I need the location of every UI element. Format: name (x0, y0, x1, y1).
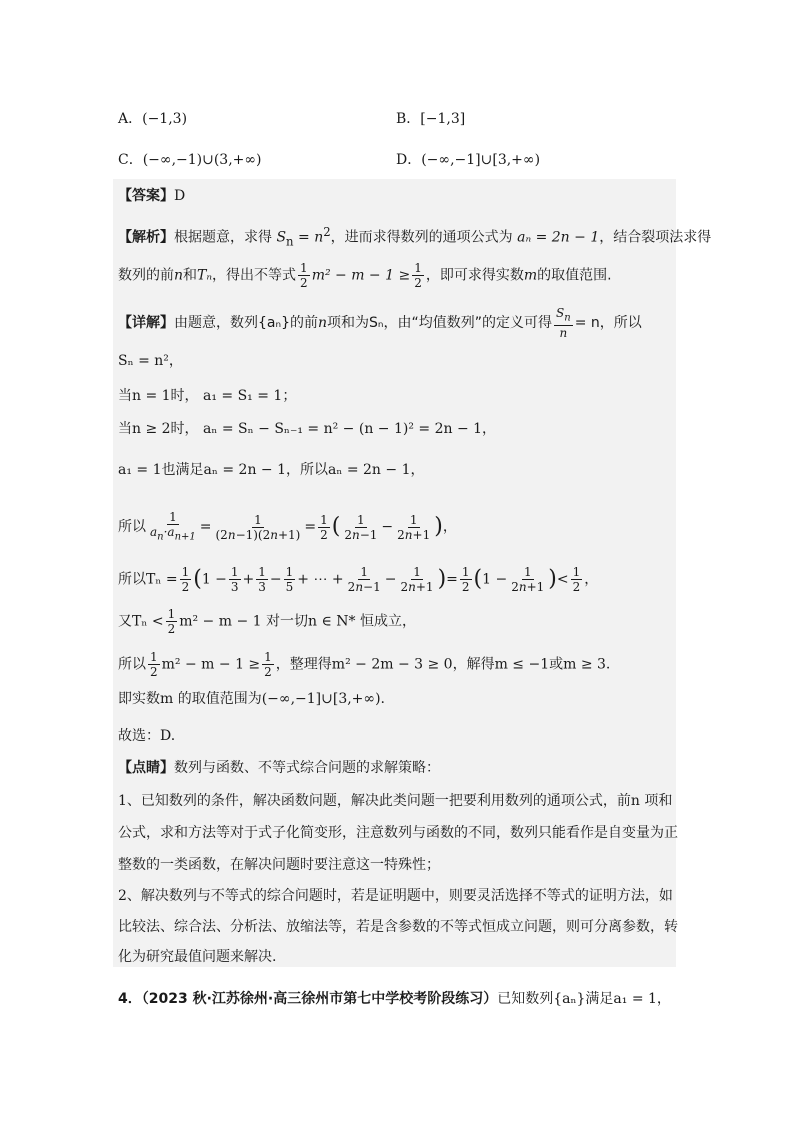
question-4: 4．（2023 秋·江苏徐州·高三徐州市第七中学校考阶段练习）已知数列{aₙ}满足a₁ = 1， (118, 991, 671, 1007)
detail-line-1: 【详解】由题意，数列{aₙ}的前n项和为Sₙ，由“均值数列”的定义可得 $\frac{S_n}{n}$ = n，所以 (118, 306, 642, 341)
detail-line-9: 所以 $\frac{1}{2}$ m² − m − 1 ≥ $\frac{1}{2}$ ，整理得m² − 2m − 3 ≥ 0，解得m ≤ −1或m ≥ 3. (118, 650, 611, 679)
answer-line: 【答案】D (118, 188, 186, 204)
option-a: A．(−1,3) (118, 111, 188, 127)
option-d: D．(−∞,−1]∪[3,+∞) (396, 152, 541, 168)
detail-line-5: a₁ = 1也满足aₙ = 2n − 1，所以aₙ = 2n − 1， (118, 462, 425, 478)
detail-line-4: 当n ≥ 2时， aₙ = Sₙ − Sₙ₋₁ = n² − (n − 1)² = 2n − 1， (118, 421, 497, 437)
analysis-line-2: 数列的前n和Tₙ，得出不等式 $\frac{1}{2}$ m² − m − 1 ≥ $\frac{1}{2}$ ，即可求得实数m的取值范围. (118, 261, 612, 290)
analysis-line-1: 【解析】根据题意，求得 $S_n = n^2$，进而求得数列的通项公式为 aₙ = 2n − 1，结合裂项法求得 (118, 225, 712, 249)
fraction-half: $\frac{1}{2}$ (414, 261, 422, 290)
detail-line-3: 当n = 1时， a₁ = S₁ = 1； (118, 388, 297, 404)
tip-p2-line-3: 化为研究最值问题来解决. (118, 949, 277, 965)
tip-p1-line-2: 公式，求和方法等对于式子化简变形，注意数列与函数的不同，数列只能看作是自变量为正 (118, 825, 678, 841)
tip-title: 【点睛】数列与函数、不等式综合问题的求解策略： (118, 760, 440, 776)
detail-line-2: Sₙ = n²， (118, 353, 183, 369)
detail-line-7: 所以Tₙ = $\frac{1}{2}$ (1 − $\frac{1}{3}$ + $\frac{1}{3}$ − $\frac{1}{5}$ + ⋯ + $\frac{1}{2n-1}$ − $\frac{1}{2n+1}$ )= $\frac{1}{2}$ (1 − $\frac{1}{2n+1}$ )< $\frac{1}{2}$ ， (118, 565, 599, 594)
tip-p1-line-3: 整数的一类函数，在解决问题时要注意这一特殊性； (118, 857, 440, 873)
option-b: B．[−1,3] (396, 111, 466, 127)
detail-line-6: 所以 $\frac{1}{a_n\cdot a_{n+1}}$ = $\frac{1}{(2n-1)(2n+1)}$ = $\frac{1}{2}$ ( $\frac{1}{2n-1}$ − $\frac{1}{2n+1}$ )， (118, 510, 457, 543)
detail-line-10: 即实数m 的取值范围为(−∞,−1]∪[3,+∞). (118, 691, 385, 707)
detail-line-11: 故选：D. (118, 728, 176, 744)
option-c: C．(−∞,−1)∪(3,+∞) (118, 152, 262, 168)
fraction-sn-over-n: $\frac{S_n}{n}$ (556, 306, 571, 341)
tip-p2-line-2: 比较法、综合法、分析法、放缩法等，若是含参数的不等式恒成立问题，则可分离参数，转 (118, 919, 678, 935)
detail-line-8: 又Tₙ < $\frac{1}{2}$ m² − m − 1 对一切n ∈ N* 恒成立， (118, 607, 416, 636)
tip-p2-line-1: 2、解决数列与不等式的综合问题时，若是证明题中，则要灵活选择不等式的证明方法，如 (118, 888, 673, 904)
tip-p1-line-1: 1、已知数列的条件，解决函数问题，解决此类问题一把要利用数列的通项公式，前n 项和 (118, 793, 673, 809)
fraction-half: $\frac{1}{2}$ (300, 261, 308, 290)
